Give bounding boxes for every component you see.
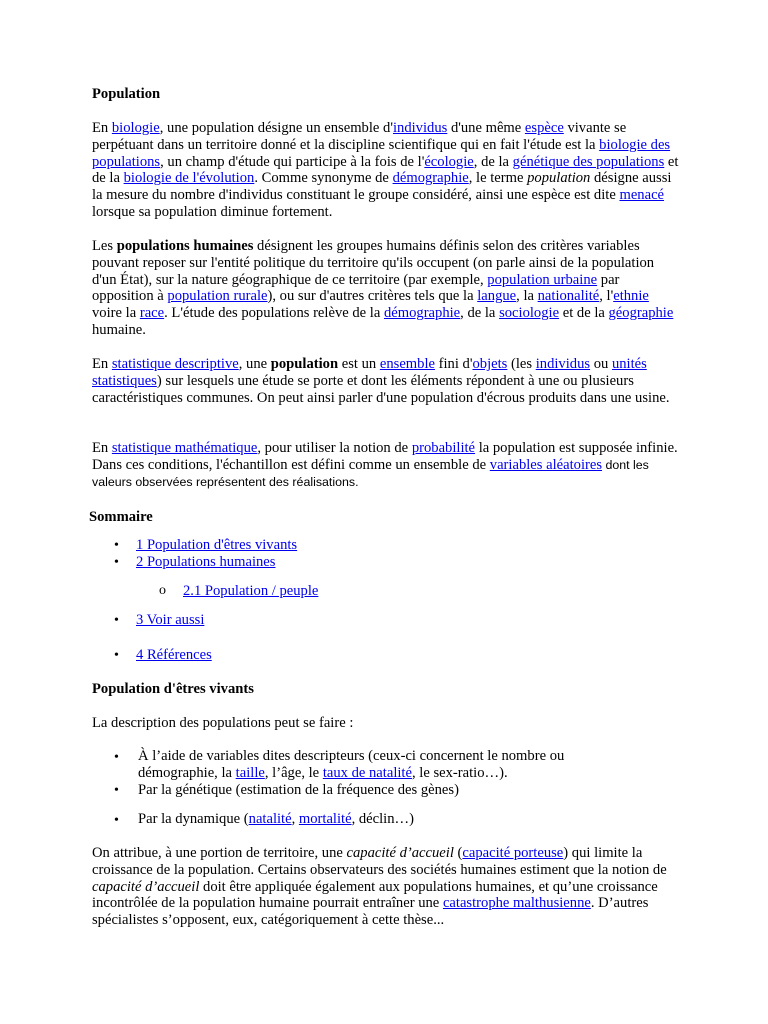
- link-catastrophe-malthusienne[interactable]: catastrophe malthusienne: [442, 895, 591, 912]
- list-item-genetique: Par la génétique (estimation de la fréquence des gènes): [138, 782, 459, 798]
- list-item-dynamique: Par la dynamique (natalité, mortalité, déclin…): [138, 811, 414, 827]
- toc-bullet: •: [114, 648, 119, 663]
- toc-title: Sommaire: [89, 509, 153, 525]
- link-variables-aleatoires[interactable]: variables aléatoires: [489, 456, 603, 473]
- link-demographie-2[interactable]: démographie: [383, 305, 461, 322]
- link-capacite-porteuse[interactable]: capacité porteuse: [462, 845, 564, 861]
- link-menace[interactable]: menacé: [619, 187, 665, 204]
- link-espece[interactable]: espèce: [524, 120, 564, 136]
- link-taux-de-natalite[interactable]: taux de natalité: [322, 764, 412, 781]
- toc-bullet: •: [114, 555, 119, 570]
- link-biologie-des-populations[interactable]: biologie des populations: [92, 136, 671, 170]
- link-geographie[interactable]: géographie: [608, 305, 674, 322]
- paragraph-populations-humaines: Les populations humaines désignent les groupes humains définis selon des critères variables pouvant reposer sur l'entité politique du territoire qu'ils occupent (on parle ainsi de la population d'un État), sur la nature géographique de ce territoire (par exemple, population urbaine par opposition à population rurale), ou sur d'autres critères tels que la langue, la nationalité, l'ethnie voire la race. L'étude des populations relève de la démographie, de la sociologie et de la géographie humaine.: [92, 238, 674, 338]
- section-heading-vivants: Population d'êtres vivants: [92, 681, 254, 697]
- link-natalite[interactable]: natalité: [248, 811, 292, 827]
- link-genetique-des-populations[interactable]: génétique des populations: [512, 153, 665, 170]
- list-item-descripteurs: À l’aide de variables dites descripteurs (ceux-ci concernent le nombre ou démographie, la taille, l’âge, le taux de natalité, le sex-ratio…).: [138, 748, 565, 781]
- link-langue[interactable]: langue: [477, 288, 517, 305]
- toc-bullet: •: [114, 538, 119, 553]
- link-population-rurale[interactable]: population rurale: [167, 288, 268, 305]
- link-ensemble[interactable]: ensemble: [379, 356, 435, 372]
- toc-item-2-1[interactable]: 2.1 Population / peuple: [183, 583, 319, 599]
- toc-bullet: •: [114, 613, 119, 628]
- link-ethnie[interactable]: ethnie: [613, 288, 649, 305]
- paragraph-capacite-accueil: On attribue, à une portion de territoire, une capacité d’accueil (capacité porteuse) qui limite la croissance de la population. Certains observateurs des sociétés humaines estiment que la notion de capacité d’accueil doit être appliquée également aux populations humaines, et qu’une croissance incontrôlée de la population humaine pourrait entraîner une catastrophe malthusienne. D’autres spécialistes s’opposent, eux, catégoriquement à cette thèse...: [92, 845, 667, 929]
- link-individus-2[interactable]: individus: [535, 356, 591, 372]
- toc-item-3[interactable]: 3 Voir aussi: [136, 612, 205, 628]
- page-title: Population: [92, 86, 161, 102]
- paragraph-statistique-descriptive: En statistique descriptive, une population est un ensemble fini d'objets (les individus ou unités statistiques) sur lesquels une étude se porte et dont les éléments répondent à une ou plusieurs caractéristiques communes. On peut ainsi parler d'une population d'écrous produits dans une usine.: [92, 356, 670, 406]
- link-individus[interactable]: individus: [392, 120, 448, 136]
- link-probabilite[interactable]: probabilité: [411, 440, 476, 456]
- link-nationalite[interactable]: nationalité: [537, 288, 600, 305]
- link-population-urbaine[interactable]: population urbaine: [487, 271, 598, 288]
- link-race[interactable]: race: [139, 305, 165, 322]
- paragraph-statistique-mathematique: En statistique mathématique, pour utiliser la notion de probabilité la population est supposée infinie. Dans ces conditions, l'échantillon est défini comme un ensemble de variables aléatoires dont les valeurs observées représentent des réalisations.: [92, 440, 678, 489]
- link-biologie[interactable]: biologie: [111, 120, 160, 136]
- link-objets[interactable]: objets: [472, 356, 508, 372]
- list-bullet: •: [114, 783, 119, 798]
- toc-sub-bullet: o: [159, 583, 166, 598]
- link-sociologie[interactable]: sociologie: [499, 305, 560, 322]
- link-demographie[interactable]: démographie: [392, 170, 469, 187]
- link-statistique-mathematique[interactable]: statistique mathématique: [111, 440, 258, 456]
- link-ecologie[interactable]: écologie: [424, 153, 474, 170]
- toc-item-4[interactable]: 4 Références: [136, 647, 212, 663]
- list-bullet: •: [114, 813, 119, 828]
- link-unites-statistiques[interactable]: unités statistiques: [92, 356, 647, 389]
- toc-item-2[interactable]: 2 Populations humaines: [136, 554, 276, 570]
- link-mortalite[interactable]: mortalité: [298, 811, 352, 827]
- toc-item-1[interactable]: 1 Population d'êtres vivants: [136, 537, 298, 553]
- link-statistique-descriptive[interactable]: statistique descriptive: [111, 356, 239, 372]
- link-taille[interactable]: taille: [235, 764, 265, 781]
- paragraph-biology: En biologie, une population désigne un ensemble d'individus d'une même espèce vivante se perpétuant dans un territoire donné et la discipline scientifique qui en fait l'étude est la biologie des populations, un champ d'étude qui participe à la fois de l'écologie, de la génétique des populations et de la biologie de l'évolution. Comme synonyme de démographie, le terme population désigne aussi la mesure du nombre d'individus constituant le groupe considéré, ainsi une espèce est dite menacé lorsque sa population diminue fortement.: [92, 120, 679, 220]
- link-biologie-evolution[interactable]: biologie de l'évolution: [123, 170, 255, 187]
- list-bullet: •: [114, 750, 119, 765]
- paragraph-description: La description des populations peut se faire :: [92, 715, 354, 731]
